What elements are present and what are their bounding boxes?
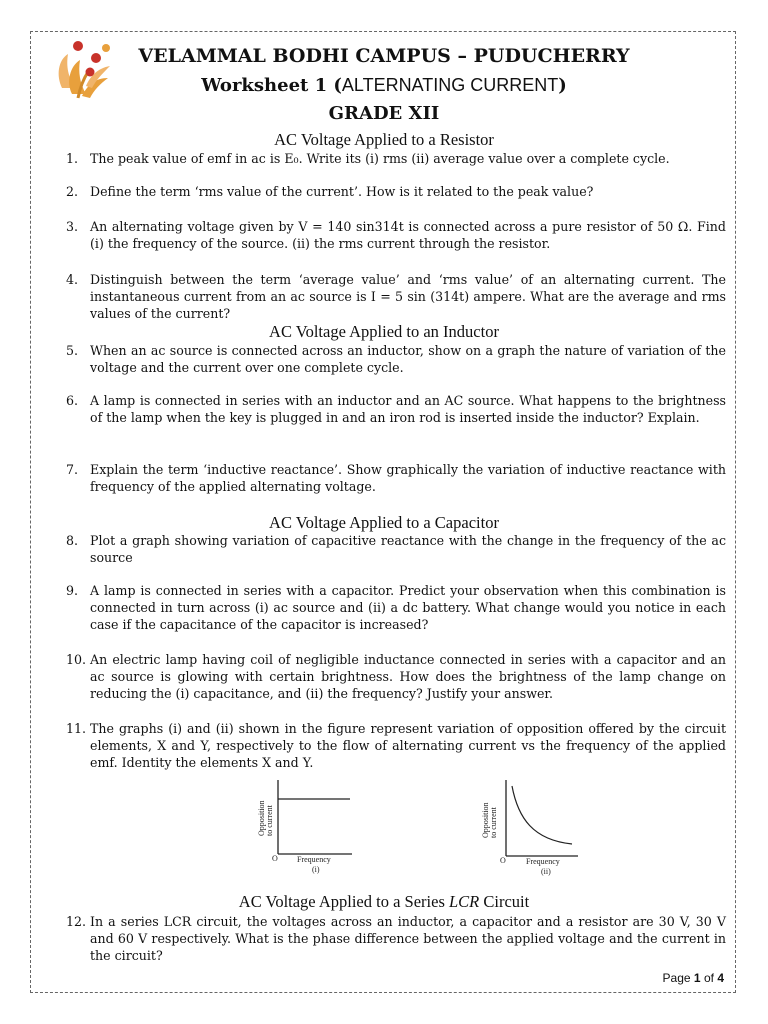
graph-ii-xlabel: Frequency xyxy=(526,857,560,866)
graph-ii-ylabel-2: to current xyxy=(489,807,498,838)
question-text: Distinguish between the term ‘average value’ and ‘rms value’ of an alternating current. The instantaneous current from an ac source is I = 5 sin (314t) ampere. What are the average and rms values of the current? xyxy=(90,272,726,321)
page-footer xyxy=(663,971,724,985)
question-number: 5. xyxy=(66,343,79,358)
graph-i-caption: (i) xyxy=(312,865,320,874)
question-item xyxy=(66,720,726,771)
question-number: 4. xyxy=(66,272,79,287)
graph-i-xlabel: Frequency xyxy=(297,855,331,864)
question-number: 7. xyxy=(66,462,79,477)
section-heading-lcr xyxy=(0,892,768,912)
question-text: An alternating voltage given by V = 140 sin314t is connected across a pure resistor of 50 Ω. Find (i) the frequency of the source. (ii) the rms current through the resistor. xyxy=(90,219,726,251)
question-text: When an ac source is connected across an inductor, show on a graph the nature of variation of the voltage and the current over one complete cycle. xyxy=(90,343,726,375)
question-item xyxy=(66,913,726,964)
worksheet-suffix: ) xyxy=(558,75,567,96)
worksheet-topic: ALTERNATING CURRENT xyxy=(341,75,559,95)
question-text: Define the term ‘rms value of the current’. How is it related to the peak value? xyxy=(90,184,594,199)
question-text: Plot a graph showing variation of capacitive reactance with the change in the frequency of the ac source xyxy=(90,533,726,565)
question-item xyxy=(66,392,726,426)
question-text: The peak value of emf in ac is E₀. Write its (i) rms (ii) average value over a complete cycle. xyxy=(90,151,670,166)
question-item xyxy=(66,342,726,376)
graph-ii-curve xyxy=(512,786,572,844)
lcr-heading-suffix: Circuit xyxy=(479,892,530,911)
question-text: The graphs (i) and (ii) shown in the figure represent variation of opposition offered by the circuit elements, X and Y, respectively to the flow of alternating current vs the frequency of the applied emf. Identity the elements X and Y. xyxy=(90,721,726,770)
section-heading-capacitor: AC Voltage Applied to a Capacitor xyxy=(269,513,499,532)
question-number: 11. xyxy=(66,721,87,736)
lcr-heading-prefix: AC Voltage Applied to a Series xyxy=(238,892,449,911)
section-heading-inductor: AC Voltage Applied to an Inductor xyxy=(269,322,499,341)
lcr-heading-italic: LCR xyxy=(449,892,480,911)
question-item xyxy=(66,150,726,167)
graph-ii-origin: O xyxy=(500,856,506,865)
footer-page-number: 1 xyxy=(693,971,701,985)
question-text: In a series LCR circuit, the voltages across an inductor, a capacitor and a resistor are 30 V, 30 V and 60 V respectively. What is the phase difference between the applied voltage and the current in the circuit? xyxy=(90,914,726,963)
question-text: A lamp is connected in series with an inductor and an AC source. What happens to the brightness of the lamp when the key is plugged in and an iron rod is inserted inside the inductor? Explain. xyxy=(90,393,726,425)
graph-ii-ylabel-1: Opposition xyxy=(481,802,490,838)
graph-ii xyxy=(478,778,588,876)
worksheet-title xyxy=(0,75,768,96)
question-number: 3. xyxy=(66,219,79,234)
graph-i-origin: O xyxy=(272,854,278,863)
question-number: 8. xyxy=(66,533,79,548)
question-item xyxy=(66,183,726,200)
question-item xyxy=(66,461,726,495)
question-number: 2. xyxy=(66,184,79,199)
graph-i-ylabel-2: to current xyxy=(265,805,274,836)
graph-ii-caption: (ii) xyxy=(541,867,551,876)
section-heading-resistor: AC Voltage Applied to a Resistor xyxy=(274,130,494,149)
school-name: VELAMMAL BODHI CAMPUS – PUDUCHERRY xyxy=(138,45,630,67)
question-text: An electric lamp having coil of negligible inductance connected in series with a capacitor and an ac source is glowing with certain brightness. How does the brightness of the lamp change on reducing the (i) capacitance, and (ii) the frequency? Justify your answer. xyxy=(90,652,726,701)
footer-page-total: 4 xyxy=(717,971,724,985)
question-number: 12. xyxy=(66,914,87,929)
question-item xyxy=(66,651,726,702)
graph-i-ylabel-1: Opposition xyxy=(257,800,266,836)
question-text: A lamp is connected in series with a capacitor. Predict your observation when this combination is connected in turn across (i) ac source and (ii) a dc battery. What change would you notice in each case if the capacitance of the capacitor is increased? xyxy=(90,583,726,632)
question-item xyxy=(66,532,726,566)
graph-i xyxy=(250,778,360,876)
footer-page-word: Page xyxy=(662,971,691,985)
question-item xyxy=(66,218,726,252)
worksheet-prefix: Worksheet 1 ( xyxy=(201,75,342,96)
page-border xyxy=(30,31,736,993)
question-number: 9. xyxy=(66,583,79,598)
question-text: Explain the term ‘inductive reactance’. Show graphically the variation of inductive reactance with frequency of the applied alternating voltage. xyxy=(90,462,726,494)
question-item xyxy=(66,582,726,633)
question-item xyxy=(66,271,726,322)
grade-title: GRADE XII xyxy=(328,103,440,124)
question-number: 10. xyxy=(66,652,87,667)
footer-of-word: of xyxy=(703,971,714,985)
question-number: 1. xyxy=(66,151,79,166)
question-number: 6. xyxy=(66,393,79,408)
